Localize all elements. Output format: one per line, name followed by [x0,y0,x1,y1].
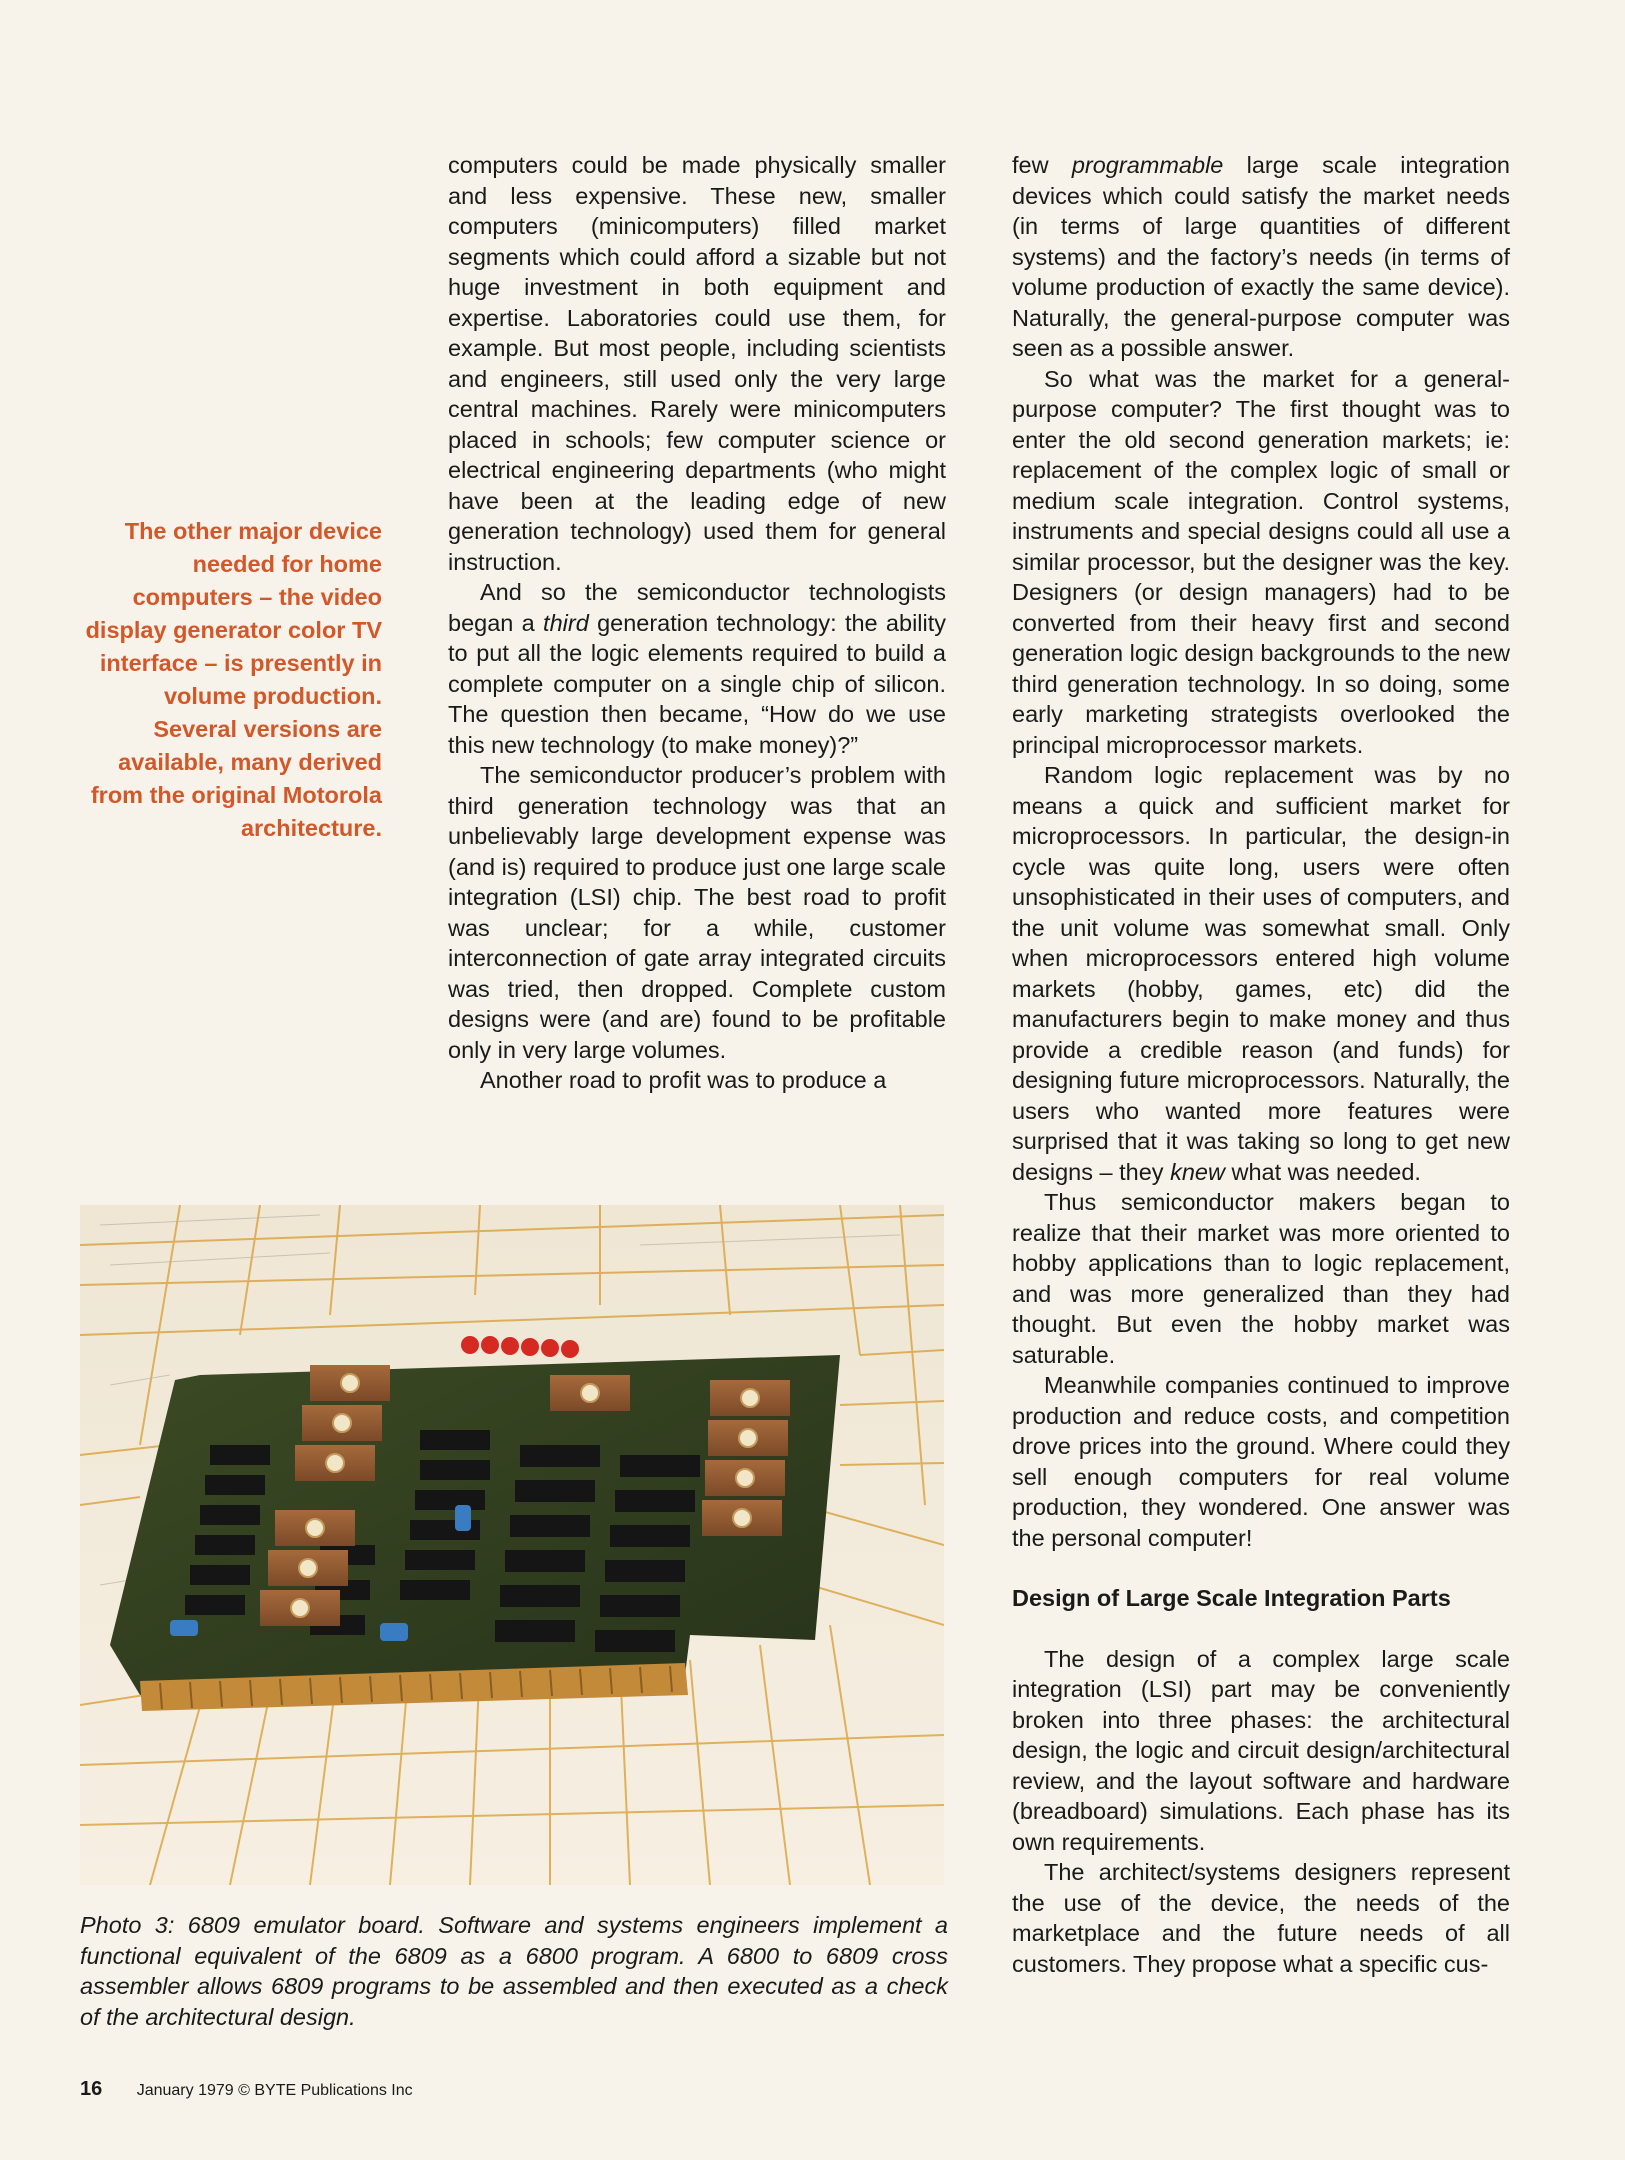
page-footer [80,2078,413,2101]
body-paragraph [448,577,946,760]
text-run: generation technology: the ability to put all the logic elements required to build a complete computer on a single chip of silicon. The question then became, “How do we use this new technology (to make money)?” [448,609,947,758]
body-paragraph: Another road to profit was to produce a [480,1067,887,1093]
body-paragraph: The semiconductor producer’s problem with third generation technology was that an unbelievably large development expense was (and is) required to produce just one large scale integration (LSI) chip. The best road to profit was unclear; for a while, customer interconnection of gate array integrated circuits was tried, then dropped. Complete custom designs were (and are) found to be profitable only in very large volumes. [448,762,946,1063]
text-run: few [1012,152,1072,178]
article-column-middle [448,150,946,1096]
emphasis-text: programmable [1071,152,1224,178]
body-paragraph: Thus semiconductor makers began to realize that their market was more oriented to hobby applications than to logic replacement, and was more generalized than they had thought. But even the hobby market was saturable. [1012,1189,1510,1368]
body-paragraph: So what was the market for a general-purpose computer? The first thought was to enter the old second generation markets; ie: replacement of the complex logic of small or medium scale integration. Control systems, instruments and special designs could all use a similar processor, but the designer was the key. Designers (or design managers) had to be converted from their heavy first and second generation logic design backgrounds to the new third generation technology. In so doing, some early marketing strategists overlooked the principal microprocessor markets. [1012,365,1510,758]
text-run: what was needed. [1224,1158,1421,1185]
emphasis-text: knew [1170,1158,1225,1185]
section-heading: Design of Large Scale Integration Parts [1012,1585,1451,1611]
page-number: 16 [80,2078,103,2100]
photo-caption: Photo 3: 6809 emulator board. Software and systems engineers implement a functional equivalent of the 6809 as a 6800 program. A 6800 to 6809 cross assembler allows 6809 programs to be assembled and then executed as a check of the architectural design. [80,1912,948,2030]
body-paragraph: Meanwhile companies continued to improve production and reduce costs, and competition drove prices into the ground. Where could they sell enough computers for real volume production, they wondered. One answer was the personal computer! [1012,1372,1510,1551]
body-paragraph: The design of a complex large scale integration (LSI) part may be conveniently broken into three phases: the architectural design, the logic and circuit design/architectural review, and the layout software and hardware (breadboard) simulations. Each phase has its own requirements. [1012,1645,1510,1855]
body-paragraph: computers could be made physically smaller and less expensive. These new, smaller computers (minicomputers) filled market segments which could afford a sizable but not huge investment in both equipment and expertise. Laboratories could use them, for example. But most people, including scientists and engineers, still used only the very large central machines. Rarely were minicomputers placed in schools; few computer science or electrical engineering departments (who might have been at the leading edge of new generation technology) used them for general instruction. [448,152,946,575]
footer-credit: January 1979 © BYTE Publications Inc [136,2082,413,2099]
emphasis-text: third [543,609,589,636]
article-column-right [1012,150,1510,1979]
text-run: And so the semiconductor technologists began a [448,579,946,636]
body-paragraph: The architect/systems designers represent the use of the device, the needs of the marketplace and the future needs of all customers. They propose what a specific cus- [1012,1859,1510,1977]
body-paragraph [1012,150,1510,364]
emulator-board-photo [80,1205,944,1885]
body-paragraph [1012,760,1510,1187]
text-run: large scale integration devices which could satisfy the market needs (in terms of large quantities of different systems) and the factory’s needs (in terms of volume production of exactly the same device). Naturally, the general-purpose computer was seen as a possible answer. [1012,152,1510,361]
text-run: Random logic replacement was by no means a quick and sufficient market for microprocessors. In particular, the design-in cycle was quite long, users were often unsophisticated in their uses of computers, and the unit volume was somewhat small. Only when microprocessors entered high volume markets (hobby, games, etc) did the manufacturers begin to make money and thus provide a credible reason (and funds) for designing future microprocessors. Naturally, the users who wanted more features were surprised that it was taking so long to get new designs – they [1012,762,1510,1185]
pull-quote: The other major device needed for home computers – the video display generator color TV interface – is presently in volume production. Several versions are available, many derived from the original Motorola architecture. [85,518,382,841]
